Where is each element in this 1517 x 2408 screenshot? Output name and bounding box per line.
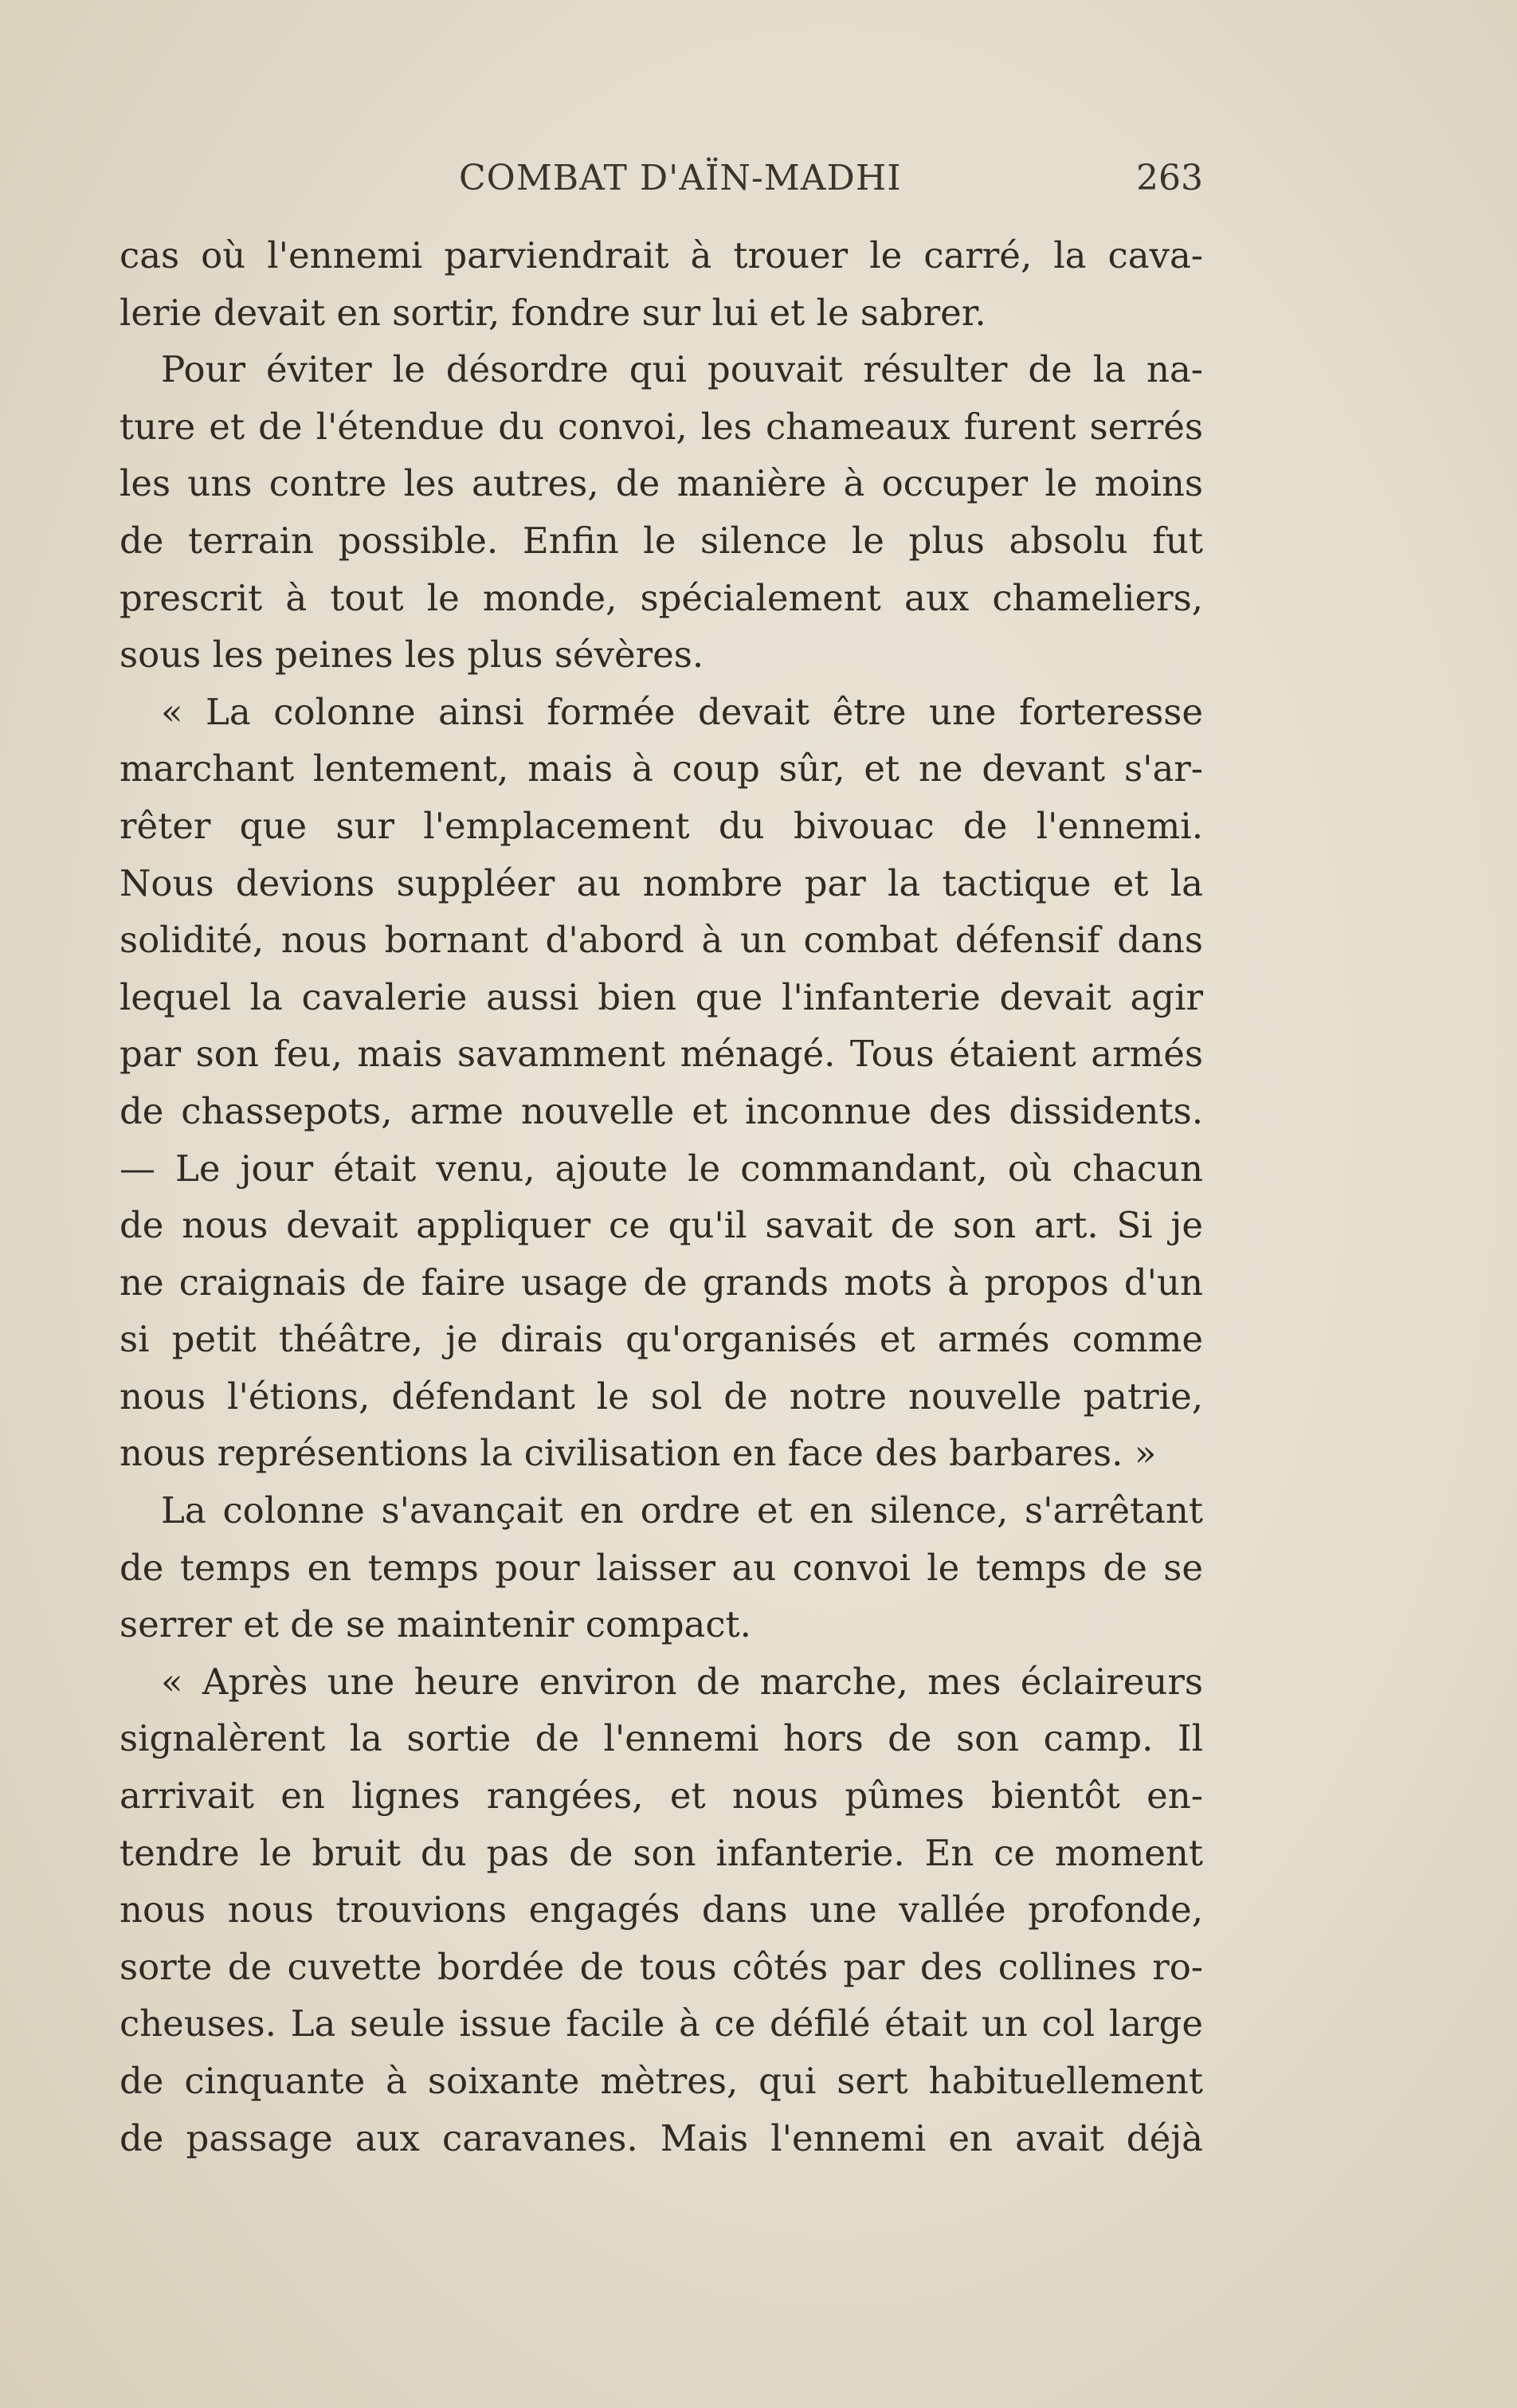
text-line: sous les peines les plus sévères. — [120, 633, 704, 677]
text-line: lerie devait en sortir, fondre sur lui et le sabrer. — [120, 291, 986, 334]
text-line: prescrit à tout le monde, spécialement aux chameliers, — [120, 576, 1203, 619]
text-line: tendre le bruit du pas de son infanterie. En ce moment — [120, 1831, 1203, 1874]
text-line: sorte de cuvette bordée de tous côtés par des collines ro- — [120, 1945, 1203, 1988]
text-line: de chassepots, arme nouvelle et inconnue des dissidents. — [120, 1089, 1203, 1132]
text-line: de nous devait appliquer ce qu'il savait de son art. Si je — [120, 1204, 1203, 1247]
text-line: lequel la cavalerie aussi bien que l'infanterie devait agir — [120, 975, 1203, 1018]
text-line: les uns contre les autres, de manière à occuper le moins — [120, 462, 1203, 505]
text-line: serrer et de se maintenir compact. — [120, 1603, 751, 1646]
text-line: cheuses. La seule issue facile à ce défilé était un col large — [120, 2002, 1203, 2045]
text-line: ne craignais de faire usage de grands mots à propos d'un — [120, 1261, 1203, 1304]
text-line: « La colonne ainsi formée devait être une forteresse — [161, 690, 1203, 733]
text-line: de passage aux caravanes. Mais l'ennemi en avait déjà — [120, 2116, 1203, 2159]
page-number: 263 — [1136, 158, 1203, 198]
text-line: si petit théâtre, je dirais qu'organisés et armés comme — [120, 1318, 1203, 1361]
text-line: La colonne s'avançait en ordre et en silence, s'arrêtant — [161, 1489, 1203, 1532]
text-line: nous représentions la civilisation en face des barbares. » — [120, 1432, 1157, 1475]
body-text — [120, 227, 1203, 2167]
page-header — [120, 158, 1203, 214]
text-line: cas où l'ennemi parviendrait à trouer le carré, la cava- — [120, 234, 1203, 276]
text-line: « Après une heure environ de marche, mes éclaireurs — [161, 1660, 1203, 1703]
text-line: de terrain possible. Enfin le silence le plus absolu fut — [120, 519, 1203, 562]
text-line: de cinquante à soixante mètres, qui sert habituellement — [120, 2060, 1203, 2102]
text-line: signalèrent la sortie de l'ennemi hors de son camp. Il — [120, 1717, 1203, 1760]
text-line: ture et de l'étendue du convoi, les chameaux furent serrés — [120, 405, 1203, 448]
text-line: rêter que sur l'emplacement du bivouac de l'ennemi. — [120, 804, 1203, 847]
text-line: Nous devions suppléer au nombre par la tactique et la — [120, 861, 1203, 904]
text-line: arrivait en lignes rangées, et nous pûmes bientôt en- — [120, 1775, 1203, 1818]
text-line: Pour éviter le désordre qui pouvait résulter de la na- — [161, 348, 1203, 391]
text-line: nous l'étions, défendant le sol de notre nouvelle patrie, — [120, 1375, 1203, 1418]
running-title: COMBAT D'AÏN-MADHI — [459, 158, 902, 198]
text-line: — Le jour était venu, ajoute le commandant, où chacun — [120, 1147, 1203, 1190]
text-line: nous nous trouvions engagés dans une vallée profonde, — [120, 1888, 1203, 1931]
text-line: de temps en temps pour laisser au convoi le temps de se — [120, 1546, 1203, 1589]
text-line: solidité, nous bornant d'abord à un combat défensif dans — [120, 919, 1203, 962]
text-line: marchant lentement, mais à coup sûr, et ne devant s'ar- — [120, 747, 1203, 790]
text-line: par son feu, mais savamment ménagé. Tous étaient armés — [120, 1033, 1203, 1076]
